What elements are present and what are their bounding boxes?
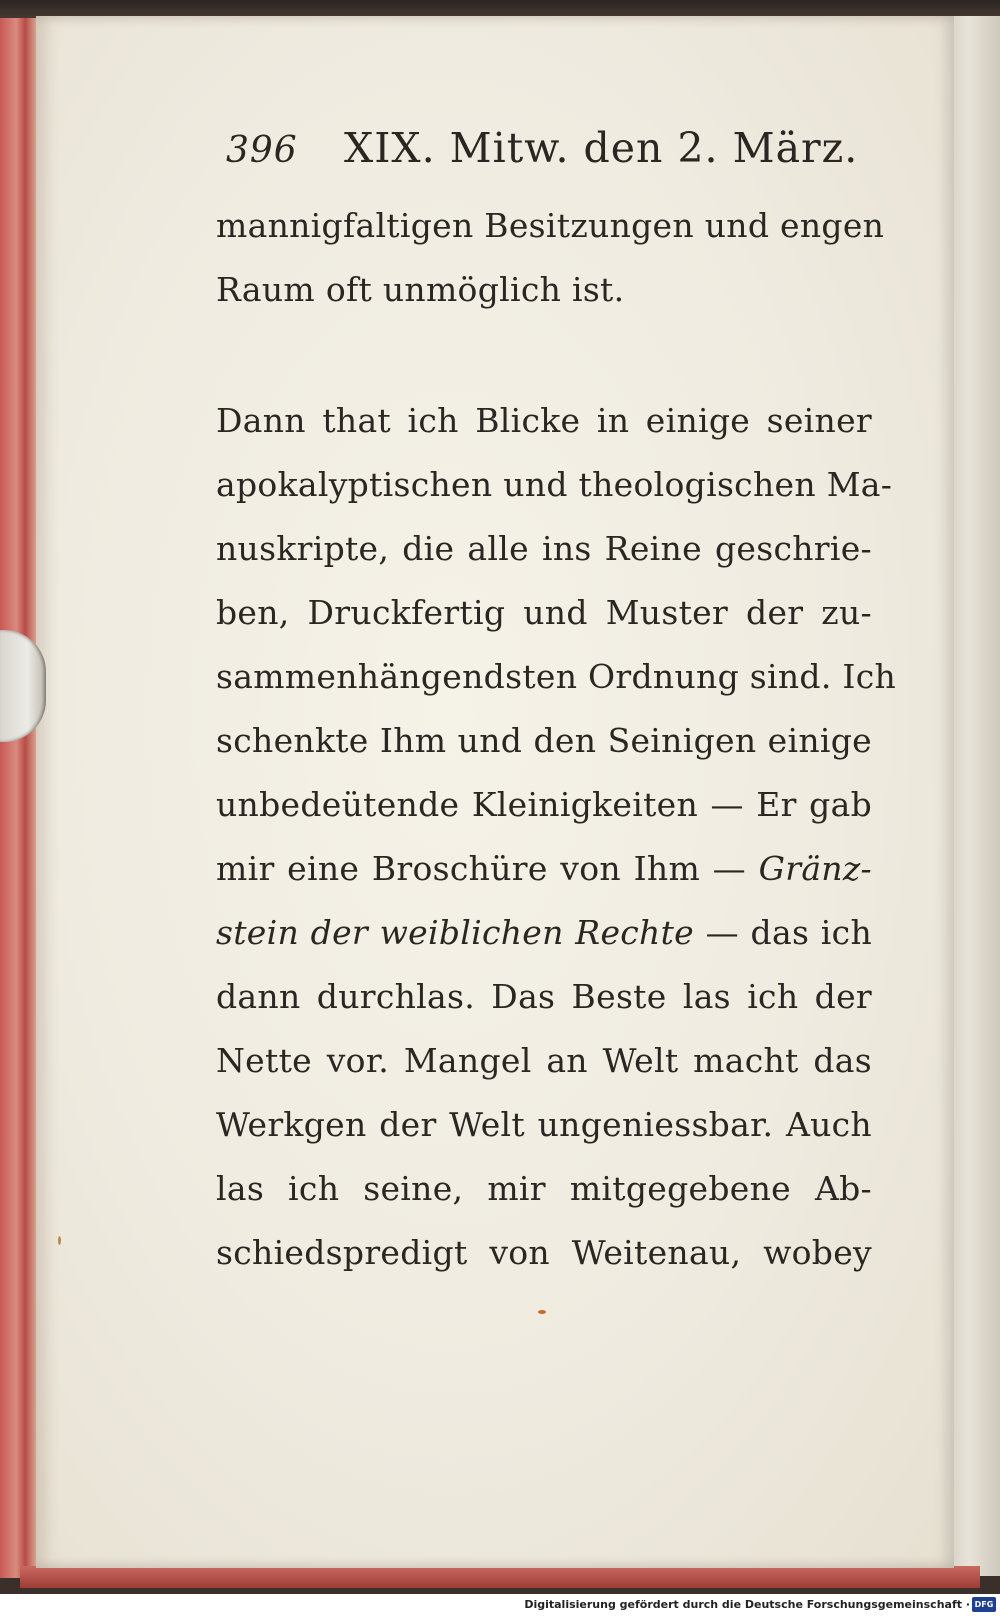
- text-line: sammenhängendsten Ordnung sind. Ich: [216, 657, 897, 696]
- text-line: [216, 839, 872, 899]
- paper-speck: [538, 1310, 546, 1314]
- text-line: nuskripte, die alle ins Reine geschrie-: [216, 529, 872, 568]
- page-bottom-edge: [20, 1566, 980, 1588]
- text-line: mannigfaltigen Besitzungen und engen: [216, 206, 885, 245]
- running-head: XIX. Mitw. den 2. März.: [344, 124, 859, 172]
- text-line: dann durchlas. Das Beste las ich der: [216, 977, 872, 1016]
- text-line: Dann that ich Blicke in einige seiner: [216, 401, 872, 440]
- text-line: [216, 903, 872, 963]
- page-header: [226, 124, 859, 184]
- text-line: unbedeütende Kleinigkeiten — Er gab: [216, 785, 872, 824]
- text-line: apokalyptischen und theologischen Ma-: [216, 465, 893, 504]
- digitization-credit: Digitalisierung gefördert durch die Deutsche Forschungsgemeinschaft ·: [524, 1598, 970, 1611]
- text-line: schenkte Ihm und den Seinigen einige: [216, 721, 872, 760]
- book-title-italic: stein der weiblichen Rechte: [216, 913, 695, 952]
- page-number: 396: [226, 130, 298, 171]
- text-line: Raum oft unmöglich ist.: [216, 270, 625, 309]
- dfg-logo: DFG: [972, 1597, 996, 1612]
- page-edge-left: [0, 18, 36, 1578]
- text-line: las ich seine, mir mitgegebene Ab-: [216, 1169, 872, 1208]
- page-right-margin: [948, 16, 1000, 1576]
- book-title-italic: Gränz-: [758, 849, 872, 888]
- text-span: — das ich: [694, 913, 873, 952]
- paper-speck: [58, 1236, 61, 1245]
- text-line: Werkgen der Welt ungeniessbar. Auch: [216, 1105, 872, 1144]
- text-line: ben, Druckfertig und Muster der zu-: [216, 593, 872, 632]
- book-page: [36, 16, 954, 1568]
- text-line: schiedspredigt von Weitenau, wobey: [216, 1233, 872, 1272]
- text-line: Nette vor. Mangel an Welt macht das: [216, 1041, 872, 1080]
- text-span: mir eine Broschüre von Ihm —: [216, 849, 759, 888]
